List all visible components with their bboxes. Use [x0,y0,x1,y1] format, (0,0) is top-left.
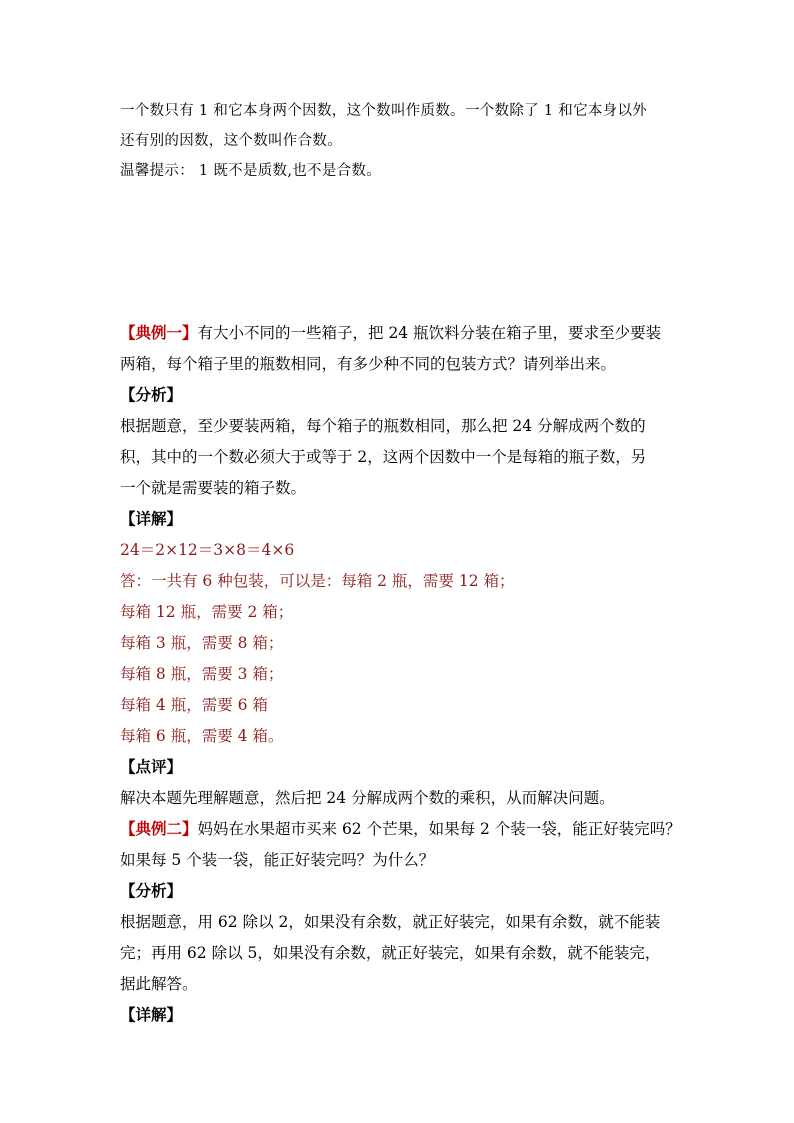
example-2-analysis-line-1: 根据题意，用 62 除以 2，如果没有余数，就正好装完，如果有余数，就不能装 [120,913,661,931]
example-2 [120,814,680,1031]
example-1-detail-line: 每箱 12 瓶，需要 2 箱； [120,603,294,621]
example-1-detail-label: 【详解】 [120,510,183,528]
example-2-label: 【典例二】 [120,820,198,838]
example-1-comment-line: 解决本题先理解题意，然后把 24 分解成两个数的乘积，从而解决问题。 [120,789,615,807]
hint-line: 温馨提示： 1 既不是质数,也不是合数。 [120,163,382,179]
example-1-detail-line: 24＝2×12＝3×8＝4×6 [120,541,295,559]
example-1-comment-label: 【点评】 [120,758,183,776]
example-2-analysis-line-3: 据此解答。 [120,975,198,993]
example-1-question-line-2: 两箱，每个箱子里的瓶数相同，有多少种不同的包装方式？请列举出来。 [120,355,617,373]
example-1-detail-line: 每箱 4 瓶，需要 6 箱 [120,696,268,714]
example-1-analysis-line-1: 根据题意，至少要装两箱，每个箱子的瓶数相同，那么把 24 分解成两个数的 [120,417,646,435]
example-2-detail-label: 【详解】 [120,1006,183,1024]
example-2-question-line-2: 如果每 5 个装一袋，能正好装完吗？为什么？ [120,851,435,869]
section-spacer [120,186,680,318]
example-2-analysis-line-2: 完；再用 62 除以 5，如果没有余数，就正好装完，如果有余数，就不能装完， [120,944,661,962]
example-1-question-line-1 [120,318,680,349]
example-2-question-text: 妈妈在水果超市买来 62 个芒果，如果每 2 个装一袋，能正好装完吗？ [197,820,681,838]
example-1-detail-line: 答：一共有 6 种包装，可以是：每箱 2 瓶，需要 12 箱； [120,572,515,590]
example-1-detail-line: 每箱 6 瓶，需要 4 箱。 [120,727,284,745]
definition-section [120,96,680,186]
definition-line-2: 还有别的因数，这个数叫作合数。 [120,133,342,149]
example-1-analysis-line-2: 积，其中的一个数必须大于或等于 2，这两个因数中一个是每箱的瓶子数，另 [120,448,647,466]
example-1-detail-line: 每箱 3 瓶，需要 8 箱； [120,634,284,652]
example-1 [120,318,680,814]
document-page [120,96,680,1031]
example-1-analysis-line-3: 一个就是需要装的箱子数。 [120,479,307,497]
example-1-question-text: 有大小不同的一些箱子，把 24 瓶饮料分装在箱子里，要求至少要装 [197,324,662,342]
example-1-detail-line: 每箱 8 瓶，需要 3 箱； [120,665,284,683]
example-2-analysis-label: 【分析】 [120,882,183,900]
example-2-question-line-1 [120,814,680,845]
definition-line-1: 一个数只有 1 和它本身两个因数，这个数叫作质数。一个数除了 1 和它本身以外 [120,103,648,119]
example-1-label: 【典例一】 [120,324,198,342]
example-1-analysis-label: 【分析】 [120,386,183,404]
